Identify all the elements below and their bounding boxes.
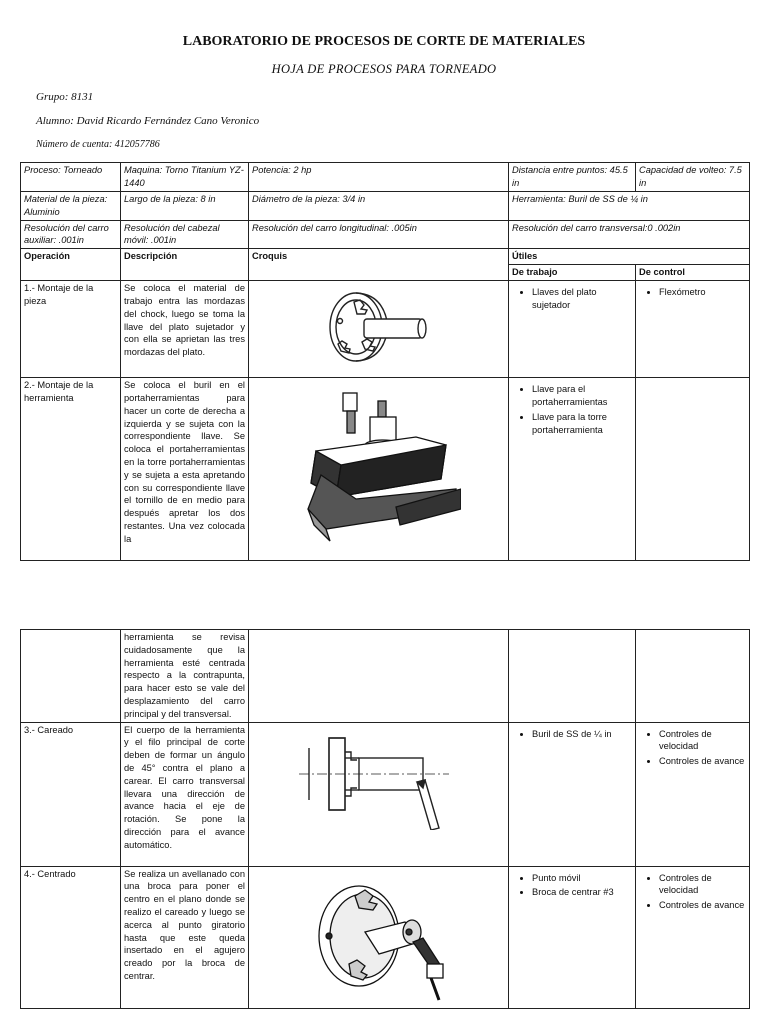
info-potencia: Potencia: 2 hp — [249, 163, 509, 192]
controls-cell — [636, 378, 750, 561]
list-item: • Buril de SS de ¼ in — [532, 728, 632, 741]
tools-cell — [509, 378, 636, 561]
operation-name: 3.- Careado — [21, 722, 121, 866]
list-item: • Llave para la torre portaherramienta — [532, 411, 632, 437]
col-utiles: Útiles — [509, 249, 750, 265]
student-line: Alumno: David Ricardo Fernández Cano Veronico — [36, 115, 260, 127]
col-operacion: Operación — [21, 249, 121, 281]
col-croquis: Croquis — [249, 249, 509, 281]
table-row — [21, 866, 750, 1008]
controls-cell — [636, 630, 750, 723]
list-item: • Flexómetro — [659, 286, 746, 299]
operation-name — [21, 630, 121, 723]
operation-description: Se coloca el material de trabajo entra las mordazas del chock, luego se toma la llave del plato sujetador y con ella se aprietan las tres mordazas del plato. — [121, 281, 249, 378]
process-table-page2 — [20, 629, 750, 1009]
controls-cell — [636, 866, 750, 1008]
operation-name: 2.- Montaje de la herramienta — [21, 378, 121, 561]
sketch-cell — [249, 722, 509, 866]
controls-cell — [636, 281, 750, 378]
list-item: • Controles de avance — [659, 755, 746, 768]
table-row — [21, 630, 750, 723]
info-capacidad: Capacidad de volteo: 7.5 in — [636, 163, 750, 192]
list-item: • Llave para el portaherramientas — [532, 383, 632, 409]
controls-cell — [636, 722, 750, 866]
account-line: Número de cuenta: 412057786 — [36, 139, 160, 150]
col-de-control: De control — [636, 265, 750, 281]
operation-description: El cuerpo de la herramienta y el filo principal de corte deben de formar un ángulo de 45° contra el plano a carear. El carro transversal llevara una dirección de avance hacia el eje de rotación. Se pone la dirección para el avance automático. — [121, 722, 249, 866]
sketch-cell — [249, 281, 509, 378]
operation-description: Se coloca el buril en el portaherramientas para hacer un corte de derecha a izquierda y se sujeta con la correspondiente llave. Se coloca el portaherramientas en la torre portaherramientas y se sujeta a esta apretando con su correspondiente llave el tornillo de en medio para después apretar los dos restantes. Una vez colocada la — [121, 378, 249, 561]
operation-name: 4.- Centrado — [21, 866, 121, 1008]
document-subtitle: HOJA DE PROCESOS PARA TORNEADO — [271, 62, 497, 76]
sketch-cell — [249, 866, 509, 1008]
list-item: • Controles de velocidad — [659, 872, 746, 898]
list-item: • Llaves del plato sujetador — [532, 286, 632, 312]
group-line: Grupo: 8131 — [36, 91, 94, 103]
facing-operation-icon — [299, 730, 459, 830]
info-herramienta: Herramienta: Buril de SS de ¼ in — [509, 192, 750, 221]
operation-description-continued: herramienta se revisa cuidadosamente que la herramienta esté centrada respecto a la contrapunta, para hacer esto se vale del desplazamiento del carro principal y del transversal. — [121, 630, 249, 723]
operation-description: Se realiza un avellanado con una broca para poner el centro en el plano donde se realizo el careado y luego se acerca al punto giratorio hasta que este queda insertado en el agujero creado por la broca de centrar. — [121, 866, 249, 1008]
table-row — [21, 281, 750, 378]
process-table-page1 — [20, 162, 750, 561]
info-maquina: Maquina: Torno Titanium YZ-1440 — [121, 163, 249, 192]
info-proceso: Proceso: Torneado — [21, 163, 121, 192]
info-diametro: Diámetro de la pieza: 3/4 in — [249, 192, 509, 221]
list-item: • Broca de centrar #3 — [532, 886, 632, 899]
col-de-trabajo: De trabajo — [509, 265, 636, 281]
info-res-aux: Resolución del carro auxiliar: .001in — [21, 220, 121, 249]
table-row — [21, 722, 750, 866]
sketch-cell — [249, 630, 509, 723]
info-distancia: Distancia entre puntos: 45.5 in — [509, 163, 636, 192]
tools-cell — [509, 866, 636, 1008]
document-title: LABORATORIO DE PROCESOS DE CORTE DE MATERIALES — [182, 34, 586, 49]
tool-post-icon — [296, 379, 461, 549]
lathe-chuck-with-workpiece-icon — [314, 282, 444, 368]
info-largo: Largo de la pieza: 8 in — [121, 192, 249, 221]
col-descripcion: Descripción — [121, 249, 249, 281]
tools-cell — [509, 630, 636, 723]
list-item: • Punto móvil — [532, 872, 632, 885]
operation-name: 1.- Montaje de la pieza — [21, 281, 121, 378]
info-res-cabezal: Resolución del cabezal móvil: .001in — [121, 220, 249, 249]
table-row — [21, 378, 750, 561]
info-material: Material de la pieza: Aluminio — [21, 192, 121, 221]
center-drilling-icon — [309, 872, 449, 1004]
tools-cell — [509, 722, 636, 866]
list-item: • Controles de avance — [659, 899, 746, 912]
info-res-trans: Resolución del carro transversal:0 .002in — [509, 220, 750, 249]
tools-cell — [509, 281, 636, 378]
list-item: • Controles de velocidad — [659, 728, 746, 754]
info-res-long: Resolución del carro longitudinal: .005in — [249, 220, 509, 249]
sketch-cell — [249, 378, 509, 561]
